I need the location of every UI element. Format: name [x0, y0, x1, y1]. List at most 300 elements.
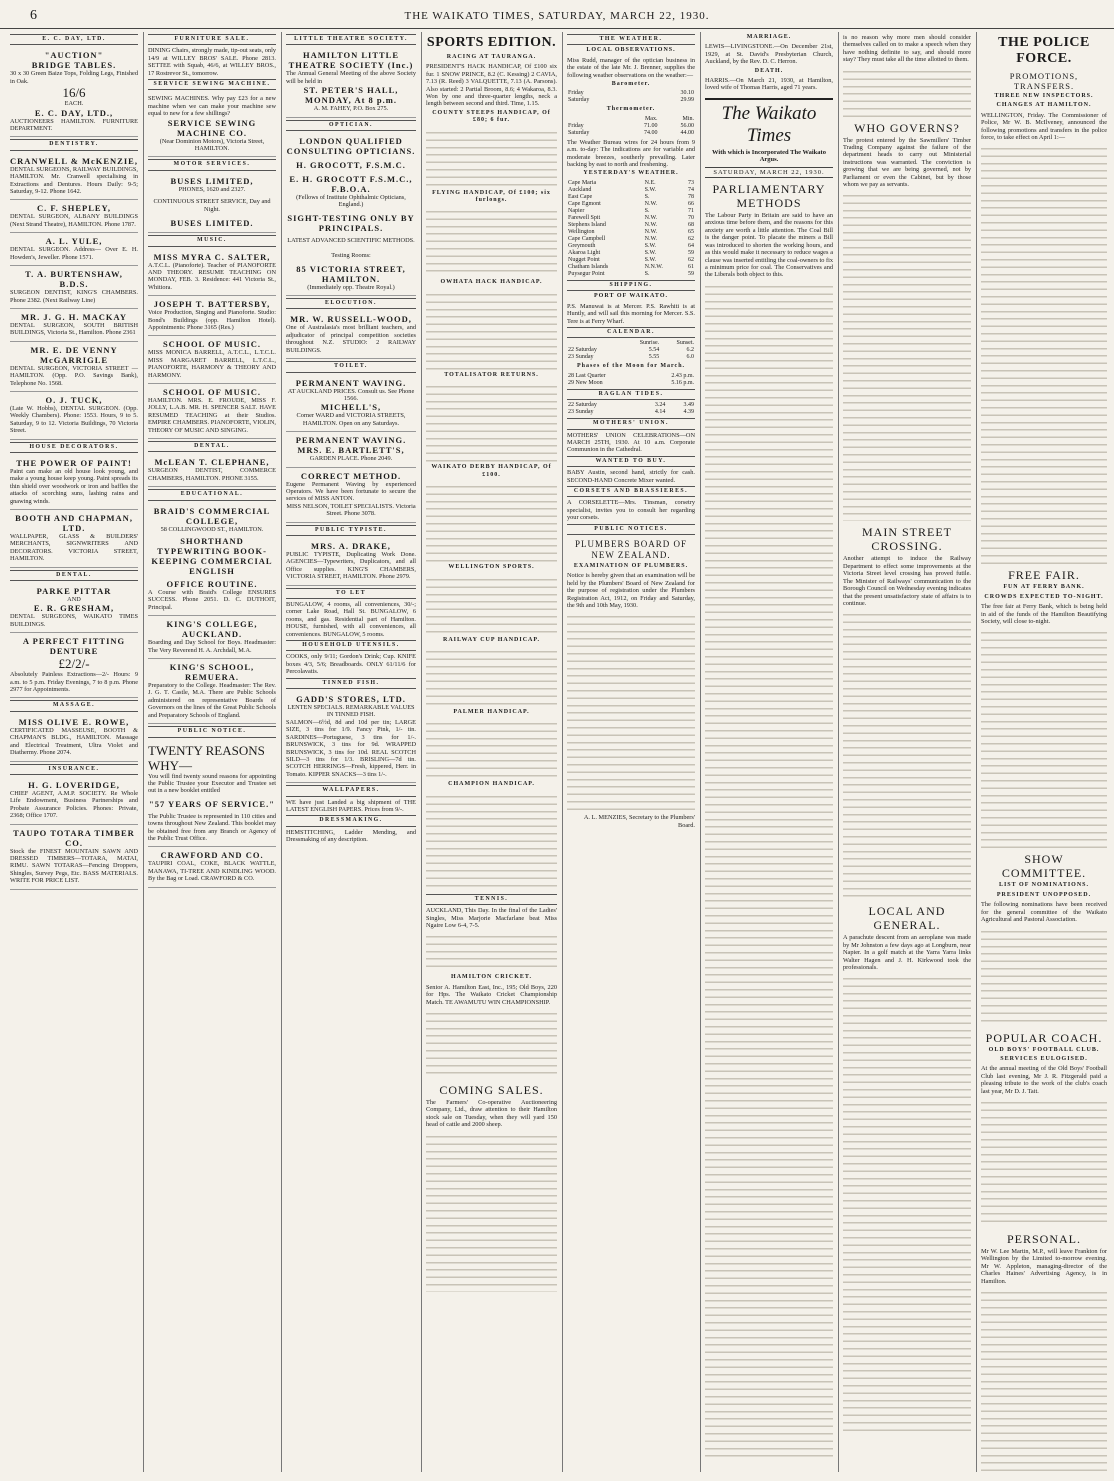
section-header: WALLPAPERS.	[286, 785, 416, 796]
ad-burtenshaw	[10, 266, 138, 309]
text: CRANWELL & McKENZIE,	[10, 155, 138, 166]
local-general-heading: LOCAL AND GENERAL.	[868, 904, 946, 933]
column-rule	[143, 32, 144, 1472]
text: SIGHT-TESTING ONLY BY PRINCIPALS.	[287, 212, 415, 233]
text: PERMANENT WAVING.	[295, 377, 407, 388]
text: SERVICE SEWING MACHINE CO.	[167, 117, 257, 138]
text: DENTAL SURGEONS, RAILWAY BUILDINGS, HAMILTON. Mr. Cranwell specialising in Extractions and Dentures. Hours Daily: 9-5; Saturday, 9-12. Phone 1642.	[10, 165, 138, 196]
text: £2/2/-	[58, 656, 90, 672]
text-lines	[426, 647, 557, 707]
text: CRAWFORD AND CO.	[160, 850, 264, 861]
text: PARKE PITTAR	[36, 586, 112, 597]
section-header: SHIPPING.	[567, 280, 695, 291]
personal-heading: PERSONAL.	[1006, 1231, 1081, 1246]
ad-grocott	[286, 133, 416, 296]
page-number: 6	[30, 8, 37, 23]
text: 70	[688, 214, 694, 221]
column-rule	[838, 32, 839, 1472]
text: Boarding and Day School for Boys. Headmaster: The Very Reverend H. A. Archdall, M.A.	[148, 639, 276, 654]
section-header: FURNITURE SALE.	[148, 34, 276, 45]
text: WALLPAPER, GLASS & BUILDERS' MERCHANTS, SIGNWRITERS AND DECORATORS. VICTORIA STREET, HAMILTON.	[10, 533, 138, 563]
text: KING'S COLLEGE, AUCKLAND.	[166, 619, 258, 640]
text: Testing Rooms:	[331, 252, 371, 260]
section-header: LITTLE THEATRE SOCIETY.	[286, 34, 416, 45]
text: 16/6	[62, 85, 86, 101]
text: CORRECT METHOD.	[300, 470, 402, 481]
section-header: OPTICIAN.	[286, 120, 416, 131]
police-text: WELLINGTON, Friday. The Commissioner of Police, Mr W. B. McIlveney, announced the following promotions and transfers in the police force, to take effect on April 1:—	[981, 111, 1107, 142]
text: BRAID'S COMMERCIAL COLLEGE,	[153, 505, 271, 526]
text: RAILWAY CUP HANDICAP.	[443, 636, 540, 643]
ad-denture	[10, 633, 138, 698]
ad-paint	[10, 455, 138, 510]
weather-intro: Miss Rudd, manager of the optician business in the estate of the late Mr. J. Brenner, supplies the following weather observations on the weather:—	[567, 56, 695, 79]
text: Cape Maria	[568, 179, 597, 186]
ad-sewing	[148, 92, 276, 157]
column-5	[567, 32, 695, 1472]
text: A. M. FAHEY, P.O. Box 275.	[313, 105, 389, 113]
text: Saturday	[568, 129, 590, 136]
text: E. H. GROCOTT F.S.M.C., F.B.O.A.	[289, 174, 413, 195]
text: 78	[688, 193, 694, 200]
text: Corner WARD and VICTORIA STREETS, HAMILTON. Open on any Saturdays.	[296, 412, 406, 427]
text: 85 VICTORIA STREET, HAMILTON.	[296, 263, 406, 284]
text: 5.55	[648, 354, 660, 361]
text: (Immediately opp. Theatre Royal.)	[307, 283, 395, 291]
text: 3.49	[683, 402, 694, 409]
text: LATEST ADVANCED SCIENTIFIC METHODS.	[287, 236, 415, 244]
text: McLEAN T. CLEPHANE,	[154, 457, 270, 468]
text: Eugene Permanent Waving by experienced Operators. We have been fortunate to secure the services of MISS ANTON.	[286, 480, 416, 503]
furniture-sale-text: DINING Chairs, strongly made, tip-out seats, only 14/9 at WILLEY BROS' SALE. Phone 2813. SETTEE with Squab, 46/6, at WILLEY BROS., 17 Rostrevor St., tomorrow.	[148, 47, 276, 77]
text: 22 Saturday	[568, 347, 597, 354]
text: PRESIDENT UNOPPOSED.	[996, 891, 1092, 898]
text: S.	[644, 193, 650, 200]
text: HAMILTON. MRS. E. FROUDE, MISS F. JOLLY, L.A.B. MR. H. SPENCER SALT. HAVE RESUMED TEACHING at their Studios. EMPIRE CHAMBERS. PIANOFORTE, VIOLIN, THEORY OF MUSIC AND SINGING.	[148, 396, 276, 434]
ad-school-music	[148, 336, 276, 384]
popular-coach-heading: POPULAR COACH.	[985, 1030, 1103, 1045]
text-lines	[843, 974, 971, 1434]
section-header: PUBLIC TYPISTE.	[286, 525, 416, 536]
text: Farewell Spit	[568, 214, 601, 221]
text: DENTAL SURGEON, SOUTH BRITISH BUILDINGS, Victoria St., Hamilton. Phone 2361	[10, 321, 138, 337]
text: EACH.	[64, 100, 84, 108]
text-lines	[705, 282, 833, 1462]
text: 73	[688, 179, 694, 186]
text: KING'S SCHOOL, REMUERA.	[169, 662, 255, 683]
column-rule	[421, 32, 422, 1472]
text: 74.00	[643, 129, 658, 136]
text: Min.	[682, 115, 694, 122]
text: SHORTHAND TYPEWRITING BOOK-KEEPING COMMERCIAL ENGLISH	[151, 536, 273, 577]
text: "AUCTION"	[44, 50, 104, 61]
text: Sunrise.	[639, 340, 660, 347]
section-header: TENNIS.	[426, 894, 557, 905]
column-rule	[281, 32, 282, 1472]
text: The Annual General Meeting of the above Society will be held in	[286, 70, 416, 85]
text: TOTALISATOR RETURNS.	[444, 371, 539, 378]
text: S.W.	[644, 242, 657, 249]
text: Stock the FINEST MOUNTAIN SAWN AND DRESSED TIMBERS—TOTARA, MATAI, RIMU. SAWN TOTARAS—Fencing Droppers, Shingles, Survey Pegs, Etc. BASS MATERIALS. WRITE FOR PRICE LIST.	[10, 847, 138, 885]
text: TAUPIRI COAL, COKE, BLACK WATTLE, MANAWA, TI-TREE AND KINDLING WOOD. By the Bag or Load. CRAWFORD & CO.	[148, 860, 276, 883]
text-lines	[981, 1098, 1107, 1228]
text: 28 Last Quarter	[568, 372, 606, 379]
section-header: DENTAL.	[10, 570, 138, 581]
text: N.W.	[644, 228, 658, 235]
section-header: PUBLIC NOTICES.	[567, 524, 695, 535]
text: A.T.C.L. (Pianoforte). Teacher of PIANOFORTE AND THEORY. RESUME TEACHING ON MONDAY, FEB. 3. Residence: 441 Victoria St., Whitiora.	[148, 261, 276, 291]
text: 29 New Moon	[568, 379, 603, 386]
editorial-heading: PARLIAMENTARY METHODS	[712, 182, 826, 211]
text: THE POWER OF PAINT!	[16, 457, 132, 468]
text: S.	[644, 207, 650, 214]
text: PERMANENT WAVING.	[295, 435, 407, 446]
text: 62	[688, 235, 694, 242]
text: Saturday	[568, 97, 590, 104]
text: C. F. SHEPLEY,	[36, 203, 112, 214]
section-header: EDUCATIONAL.	[148, 489, 276, 500]
ad-taupo-totara	[10, 825, 138, 890]
text: 3.24	[654, 402, 666, 409]
text: TAUPO TOTARA TIMBER CO.	[13, 827, 135, 848]
text: BRIDGE TABLES.	[31, 60, 117, 71]
text: East Cape	[568, 193, 593, 200]
text: Friday	[568, 122, 584, 129]
ad-public-trust	[148, 740, 276, 848]
section-header: HOUSE DECORATORS.	[10, 442, 138, 453]
text: AT AUCKLAND PRICES. Consult us. See Phone 1566.	[287, 387, 415, 402]
text: 66	[688, 200, 694, 207]
text: Barometer.	[611, 81, 651, 88]
text: COUNTY STEEPS HANDICAP, Of £80; 6 fur.	[432, 109, 551, 124]
text: 30.10	[680, 90, 694, 97]
dressmaking-text: HEMSTITCHING, Ladder Mending, and Dressmaking of any description.	[286, 828, 416, 844]
text: Chatham Islands	[568, 263, 609, 270]
text: S.W.	[644, 256, 657, 263]
show-committee-heading: SHOW COMMITTEE.	[1001, 852, 1087, 881]
text: 59	[688, 249, 694, 256]
ad-correct-method	[286, 468, 416, 523]
text: S.	[644, 270, 650, 277]
text: DEATH.	[754, 67, 784, 74]
text: 30 x 30 Green Baize Tops, Folding Legs, Finished in Oak.	[10, 70, 138, 85]
text: MARRIAGE.	[746, 34, 792, 40]
text: 4.14	[654, 409, 666, 416]
editorial-continued: is no reason why more men should consider themselves called on to make a speech when they have nothing definite to say, and should more stay? They must take all the time allotted to them.	[843, 34, 971, 64]
ad-battersby	[148, 296, 276, 336]
column-rule	[562, 32, 563, 1472]
text-lines	[426, 575, 557, 635]
mothers-union-text: MOTHERS' UNION CELEBRATIONS—ON MARCH 25TH, 1930. At 10 a.m. Corporate Communion in the Cathedral.	[567, 431, 695, 454]
text: JOSEPH T. BATTERSBY,	[153, 299, 271, 310]
text: ST. PETER'S HALL, MONDAY, At 8 p.m.	[303, 85, 399, 106]
text: WELLINGTON SPORTS.	[448, 564, 535, 571]
text-lines	[981, 927, 1107, 1027]
text: SALMON—6½d, 8d and 10d per tin; LARGE SIZE, 3 tins for 1/9. Fancy Pink, 1/- tin. SARDINES—Portuguese, 3 tins for 1/-. BRUNSWICK, 3 tins for 9d. WRAPPED BRUNSWICK, 3 tins for 10d. REAL SCOTCH SILD—3 tins for 1/3. BRISLING—7d tin. SCOTCH HERRINGS—Fresh, kippered, Herr. in Tomato. KIPPER SNACKS—3 tins 1/-.	[286, 718, 416, 778]
text: S.W.	[644, 249, 657, 256]
text-lines	[426, 207, 557, 277]
sports-edition-title: SPORTS EDITION.	[426, 35, 557, 50]
ad-yule	[10, 233, 138, 266]
ad-braids-college	[148, 503, 276, 617]
text: Max.	[644, 115, 658, 122]
ad-booth-chapman	[10, 510, 138, 568]
text: DENTAL SURGEON. Address— Over E. H. Howden's, Jeweller. Phone 1571.	[10, 246, 138, 261]
text: THREE NEW INSPECTORS.	[994, 93, 1094, 99]
text: N.W.	[644, 200, 658, 207]
plumbers-heading: PLUMBERS BOARD OF NEW ZEALAND.	[574, 539, 688, 560]
column-4	[426, 32, 557, 1472]
text: HAMILTON LITTLE THEATRE SOCIETY (Inc.)	[288, 50, 414, 71]
text: 29.99	[680, 97, 694, 104]
ad-school-music-2	[148, 384, 276, 439]
dateline: SATURDAY, MARCH 22, 1930.	[705, 167, 833, 178]
police-heading: THE POLICE FORCE.	[998, 35, 1090, 66]
text: MR. J. G. H. MACKAY	[20, 311, 128, 322]
text: N.W.	[644, 221, 658, 228]
racing-subhead: RACING AT TAURANGA.	[446, 54, 537, 60]
column-rule	[976, 32, 977, 1472]
text: Sunset.	[676, 340, 694, 347]
text-lines	[426, 719, 557, 779]
corsets-text: A CORSELETTE—Mrs. Tinsman, corsetry specialist, invites you to consult her regarding your corsets.	[567, 499, 695, 522]
ad-mcgarrigle	[10, 342, 138, 392]
forecast-text: The Weather Bureau wires for 24 hours from 9 a.m. to-day: The indications are for variable and moderate breezes, southerly prevailing. Later backing by east to north and freshening.	[567, 138, 695, 169]
who-governs-heading: WHO GOVERNS?	[854, 120, 960, 135]
text: A. L. YULE,	[45, 236, 103, 247]
text: MISS MONICA BARRELL, A.T.C.L., L.T.C.L. MISS MARGARET BARRELL, L.T.C.L., PIANOFORTE, HARMONY & THEORY AND HARMONY.	[148, 349, 276, 379]
text-lines	[981, 144, 1107, 564]
text: 44.00	[680, 129, 694, 136]
ad-tuck	[10, 392, 138, 440]
text: Cape Egmont	[568, 200, 601, 207]
text: 64	[688, 242, 694, 249]
ad-salter	[148, 249, 276, 297]
text: PROMOTIONS, TRANSFERS.	[1009, 71, 1079, 91]
text: SURGEON DENTIST, KING'S CHAMBERS. Phone 2382. (Next Railway Line)	[10, 289, 138, 304]
text: 58 COLLINGWOOD ST., HAMILTON.	[160, 525, 264, 533]
ad-cranwell	[10, 153, 138, 201]
section-header: MASSAGE.	[10, 700, 138, 711]
ad-gadds-stores	[286, 691, 416, 783]
text: SURGEON DENTIST, COMMERCE CHAMBERS, HAMILTON. PHONE 3155.	[148, 467, 276, 482]
column-3	[286, 32, 416, 1472]
main-street-text: Another attempt to induce the Railway Department to effect some improvements at the Victoria Street level crossing has proved futile. The Minister of Railways' communication to the Borough Council on Wednesday evening indicates that the present unsatisfactory state of affairs is to continue.	[843, 555, 971, 607]
text: E. R. GRESHAM,	[33, 603, 115, 614]
ad-bartlett	[286, 432, 416, 467]
ad-little-theatre	[286, 47, 416, 117]
text: 62	[688, 256, 694, 263]
text: PORT OF WAIKATO.	[594, 293, 668, 300]
text: MRS. E. BARTLETT'S,	[297, 445, 405, 456]
wallpapers-text: WE have just Landed a big shipment of THE LATEST ENGLISH PAPERS. Prices from 9/-.	[286, 798, 416, 813]
death-notice: HARRIS.—On March 21, 1930, at Hamilton, loved wife of Thomas Harris, aged 71 years.	[705, 77, 833, 92]
text: N.W.	[644, 214, 658, 221]
text: OLD BOYS' FOOTBALL CLUB.	[988, 1046, 1100, 1053]
free-fair-heading: FREE FAIR.	[1008, 568, 1080, 583]
text: LONDON QUALIFIED CONSULTING OPTICIANS.	[286, 136, 416, 157]
masthead-title: THE WAIKATO TIMES, SATURDAY, MARCH 22, 1930.	[404, 10, 710, 22]
text-lines	[843, 610, 971, 900]
text: (Fellows of Institute Ophthalmic Opticians, England.)	[296, 194, 406, 209]
section-header: CALENDAR.	[567, 327, 695, 338]
text: GARDEN PLACE. Phone 2049.	[309, 455, 393, 463]
text: 6.0	[686, 354, 694, 361]
text: WAIKATO DERBY HANDICAP, Of £100.	[431, 464, 552, 478]
section-header: TINNED FISH.	[286, 678, 416, 689]
ad-pittar-gresham	[10, 583, 138, 633]
section-header: ELOCUTION.	[286, 298, 416, 309]
text: TWENTY REASONS WHY—	[148, 742, 265, 773]
text-lines	[426, 482, 557, 562]
personal-text: Mr W. Lee Martin, M.P., will leave Frankton for Wellington by the Limited to-morrow evening. Mr W. Appleton, managing-director of the Charles Haines' Advertising Agency, is in Hamilton.	[981, 1247, 1107, 1285]
text: 2.43 p.m.	[671, 372, 694, 379]
local-general-text: A parachute descent from an aeroplane was made by Mr Johnston a few days ago at Longburn, near Napier. In a golf match at the Yarra Yarra links Walter Hagen and J. H. Kirkwood took the professionals.	[843, 934, 971, 971]
text-lines	[843, 191, 971, 521]
column-1	[10, 32, 138, 1472]
text-lines	[426, 128, 557, 188]
text: CHIEF AGENT, A.M.P. SOCIETY. Re Whole Life Endowment, Business Partnerships and Probate Assurance Policies. Phones: Private, 2368; Office 1707.	[10, 789, 138, 820]
text: MRS. A. DRAKE,	[311, 540, 391, 551]
section-header: TOILET.	[286, 361, 416, 372]
column-8	[981, 32, 1107, 1472]
ad-shepley	[10, 200, 138, 233]
text: FLYING HANDICAP, Of £100; six furlongs.	[432, 189, 551, 204]
editorial-text: The Labour Party in Britain are said to have an anxious time before them, and the reasons for this anxiety are worth a little attention. The Coal Bill is the danger point. To placate the miners a Bill was introduced to shorten the working hours, and as this would make it necessary to reduce wages a clause was inserted entitling the coal-owners to fix a minimum price for coal. The Conservatives and the Liberals both object to this.	[705, 212, 833, 279]
column-2	[148, 32, 276, 1472]
section-header: WANTED TO BUY.	[567, 456, 695, 467]
text: (Near Dominion Motors), Victoria Street, HAMILTON.	[159, 137, 265, 153]
section-header: RAGLAN TIDES.	[567, 389, 695, 400]
text: Phases of the Moon for March.	[576, 363, 686, 370]
section-header: MUSIC.	[148, 235, 276, 246]
text: The Public Trustee is represented in 110 cities and towns throughout New Zealand. This booklet may be obtained free from any Branch or Agency of the Public Trust Office.	[148, 812, 276, 842]
text-lines	[426, 932, 557, 972]
section-header: CORSETS AND BRASSIERES.	[567, 486, 695, 497]
text: A PERFECT FITTING DENTURE	[22, 636, 126, 657]
text: SEWING MACHINES. Why pay £23 for a new machine when we can make your machine sew equal to new for a few shillings?	[148, 95, 276, 118]
text: 4.39	[683, 409, 694, 416]
text: 6.2	[686, 347, 694, 354]
text: 65	[688, 228, 694, 235]
ad-buses	[148, 173, 276, 233]
column-6	[705, 32, 833, 1472]
text: 68	[688, 221, 694, 228]
text: CROWDS EXPECTED TO-NIGHT.	[984, 593, 1104, 600]
text-lines	[426, 382, 557, 462]
ad-crawford	[148, 847, 276, 887]
text: 56.00	[680, 122, 694, 129]
tides-table	[567, 402, 695, 416]
text: T. A. BURTENSHAW, B.D.S.	[25, 269, 123, 290]
text: CHANGES AT HAMILTON.	[996, 102, 1092, 109]
section-header: DENTAL.	[148, 441, 276, 452]
text: PHONES, 1620 and 2327.	[178, 185, 246, 193]
text: PUBLIC TYPISTE, Duplicating Work Done. AGENCIES—Typewriters, Duplicators, and all Office supplies. KING'S CHAMBERS, VICTORIA STREET, HAMILTON. Phone 2979.	[286, 550, 416, 581]
text: LIST OF NOMINATIONS.	[998, 882, 1090, 889]
text: Thermometer.	[606, 106, 656, 113]
text: Puysegur Point	[568, 270, 605, 277]
column-rule	[700, 32, 701, 1472]
to-let-text: BUNGALOW, 4 rooms, all conveniences, 30/-; corner Lake Road, Hall St. BUNGALOW, 6 rooms, and gas. Residential part of Hamilton. HOUSE, furnished, with all conveniences, all conveniences. BUNGALOW, 5 rooms.	[286, 601, 416, 638]
newspaper-logo: The Waikato Times	[705, 98, 833, 147]
ad-kings-college	[148, 616, 276, 659]
text: Wellington	[568, 228, 595, 235]
text: BUSES LIMITED.	[170, 218, 254, 229]
who-governs-text: The protest entered by the Sawmillers' Timber Trading Company against the failure of the department heads to carry out Ministerial instructions was warranted. The conviction is growing that we are being governed, not by Parliament or even the Cabinet, but by those whom we pay as servants.	[843, 136, 971, 189]
text: 74	[688, 186, 694, 193]
newspaper-logo-sub: With which is Incorporated The Waikato Argus.	[712, 148, 826, 164]
section-header: THE WEATHER.	[567, 34, 695, 45]
text: O. J. TUCK,	[45, 394, 103, 405]
ad-michells	[286, 375, 416, 433]
calendar-table	[567, 340, 695, 361]
main-street-heading: MAIN STREET CROSSING.	[862, 525, 952, 554]
text: Absolutely Painless Extractions—2/- Hours: 9 a.m. to 5 p.m. Friday Evenings, 7 to 8 p.m. Phone 2977 for Appointments.	[10, 671, 138, 694]
tennis-text: AUCKLAND, This Day. In the final of the Ladies' Singles, Miss Marjorie Macfarlane beat Miss Ngaire Low 6-4, 7-5.	[426, 907, 557, 929]
masthead	[0, 6, 1114, 29]
text: 23 Sunday	[568, 354, 594, 361]
cricket-text: Senior A. Hamilton East, Inc., 195; Old Boys, 220 for Hps. The Waikato Cricket Championship Match. TE AWAMUTU WIN CHAMPIONSHIP.	[426, 983, 557, 1006]
section-header: MOTHERS' UNION.	[567, 418, 695, 429]
text: 5.16 p.m.	[671, 379, 694, 386]
text: OWHATA HACK HANDICAP.	[440, 279, 543, 286]
text: MR. E. DE VENNY McGARRIGLE	[30, 344, 118, 365]
moon-table	[567, 373, 695, 387]
text-lines	[981, 1288, 1107, 1472]
ad-clephane	[148, 454, 276, 487]
ad-drake	[286, 538, 416, 586]
text-lines	[981, 628, 1107, 848]
text: N.W.	[644, 235, 658, 242]
text: AND	[67, 596, 81, 604]
text: HAMILTON CRICKET.	[451, 974, 532, 981]
text-lines	[426, 290, 557, 370]
text: EXAMINATION OF PLUMBERS.	[573, 563, 689, 569]
ad-rowe	[10, 714, 138, 762]
text: AUCTIONEERS HAMILTON. FURNITURE DEPARTMENT.	[10, 117, 138, 133]
popular-coach-text: At the annual meeting of the Old Boys' Football Club last evening, Mr J. R. Fitzgerald paid a pleasing tribute to the work of the club's coach last year, Mr D. J. Tait.	[981, 1065, 1107, 1095]
text: N.E.	[644, 179, 656, 186]
text: GADD'S STORES, LTD.	[296, 694, 406, 705]
text: BUSES LIMITED,	[170, 175, 254, 186]
barometer-table	[567, 90, 695, 104]
text-lines	[426, 792, 557, 892]
text: Napier	[568, 207, 585, 214]
text: PALMER HANDICAP.	[453, 708, 530, 715]
text: SCHOOL OF MUSIC.	[162, 386, 262, 397]
text-lines	[567, 612, 695, 812]
text: MISS OLIVE E. ROWE,	[18, 716, 130, 727]
text: 61	[688, 263, 694, 270]
section-header: SERVICE SEWING MACHINE.	[148, 79, 276, 90]
text: (Late W. Hobbs), DENTAL SURGEON. (Opp. Weekly Chambers). Phone: 1553. Hours, 9 to 5. Saturday, 9 to 12. Victoria Buildings, 70 Victoria Street.	[10, 404, 138, 435]
text: H. GROCOTT, F.S.M.C.	[296, 160, 406, 171]
coming-sales-text: The Farmers' Co-operative Auctioneering Company, Ltd., draw attention to their Hamilton stock sale on Tuesday, when they will yard 150 head of cattle and 2000 sheep.	[426, 1098, 557, 1129]
thermometer-table	[567, 116, 695, 137]
section-header: DRESSMAKING.	[286, 815, 416, 826]
text: S.W.	[644, 186, 657, 193]
text: Akaroa Light	[568, 249, 601, 256]
text: Greymouth	[568, 242, 596, 249]
text-lines	[426, 1132, 557, 1292]
text: MICHELL'S,	[320, 402, 382, 413]
marriage-notice: LEWIS—LIVINGSTONE.—On December 21st, 1929, at St. David's Presbyterian Church, Auckland, by the Rev. D. C. Herron.	[705, 43, 833, 66]
shipping-text: P.S. Manuwai is at Mercer. P.S. Rawhiti is at Huntly, and will sail this morning for Mercer. S.S. Tere is at Ferry Wharf.	[567, 302, 695, 325]
text: CONTINUOUS STREET SERVICE, Day and Night.	[153, 198, 271, 213]
utensils-text: COOKS, only 9/11; Gordon's Drink; Cup. KNIFE boxes 4/3, 5/6; Breadboards. ONLY 61/11/6 for Percolavatis.	[286, 653, 416, 676]
text: YESTERDAY'S WEATHER.	[583, 170, 679, 177]
